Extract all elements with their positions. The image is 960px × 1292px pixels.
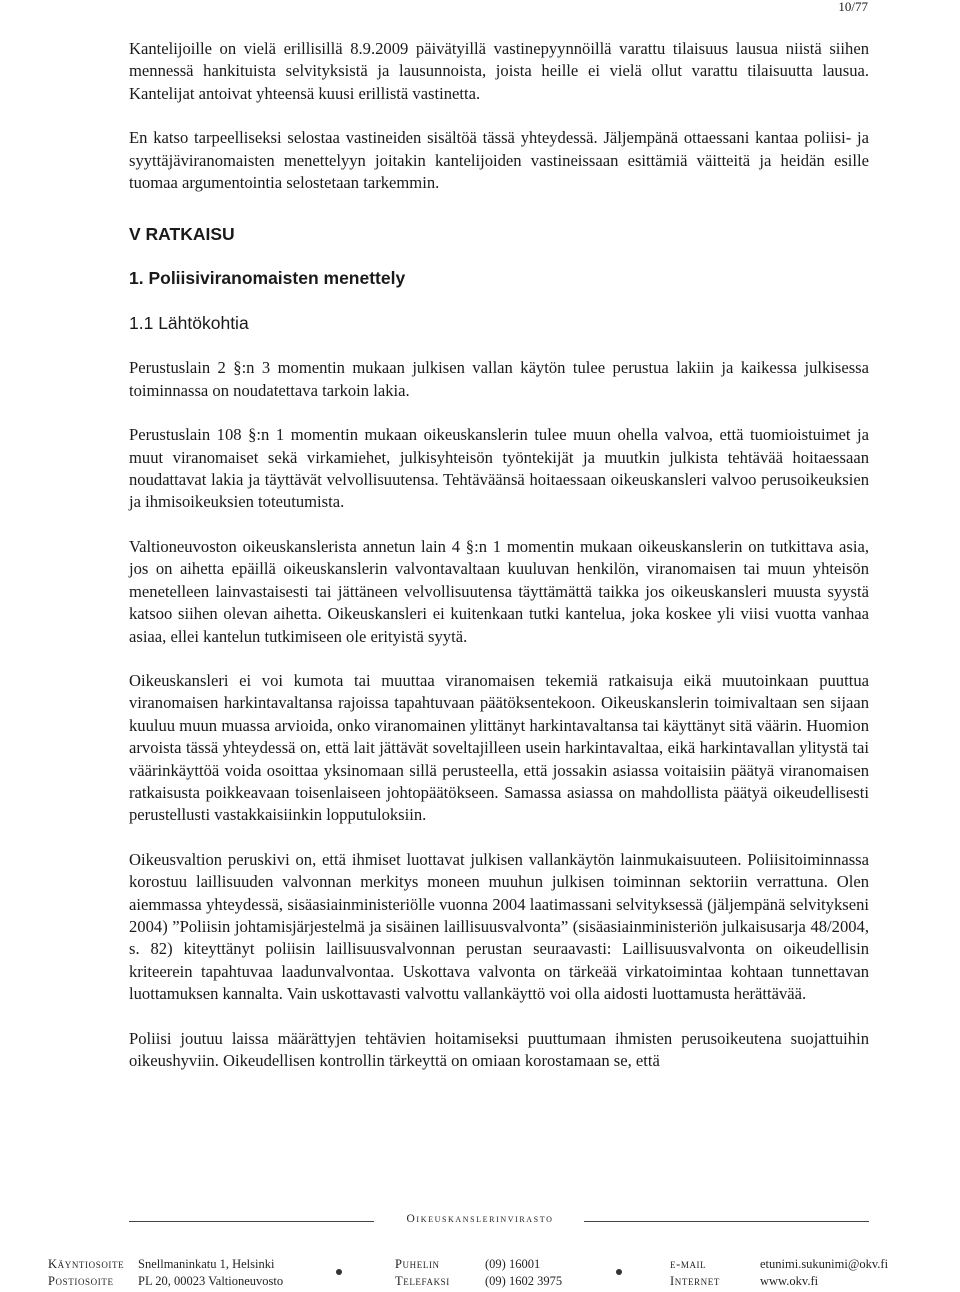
footer-rule-right	[584, 1221, 869, 1222]
paragraph-response-opportunity: Kantelijoille on vielä erillisillä 8.9.2009 päivätyillä vastinepyynnöillä varattu tilaisuus lausua niistä siihen mennessä hankituista selvityksistä ja lausunnoista, joista heille ei vielä ollut varattu tilaisuutta lausua. Kantelijat antoivat yhteensä kuusi erillistä vastinetta.	[129, 39, 869, 103]
section-heading-decision: V RATKAISU	[129, 224, 235, 245]
subsection-heading-starting-points: 1.1 Lähtökohtia	[129, 313, 249, 334]
footer-visit-label: Käyntiosoite	[48, 1257, 125, 1271]
footer-email-address[interactable]: etunimi.sukunimi@okv.fi	[760, 1257, 889, 1271]
paragraph-responses-summary: En katso tarpeelliseksi selostaa vastineiden sisältöä tässä yhteydessä. Jäljempänä ottaessani kantaa poliisi- ja syyttäjäviranomaisten menettelyyn joitakin kantelijoiden vastineissaan esittämiä väitteitä ja heidän esille tuomaa argumentointia selostetaan tarkemmin.	[129, 128, 869, 193]
footer-post-label: Postiosoite	[48, 1274, 114, 1288]
page-number: 10/77	[838, 0, 868, 14]
document-body	[129, 38, 869, 1072]
paragraph-discretion: Oikeuskansleri ei voi kumota tai muuttaa viranomaisen tekemiä ratkaisuja eikä muutoinkaan puuttua viranomaisen harkintavaltansa rajoissa tapahtuvaan päätöksentekoon. Oikeuskanslerin toimivaltaan sen sijaan kuuluu muun muassa arvioida, onko viranomainen ylittänyt harkintavaltansa tai käyttänyt sitä väärin. Huomion arvoista tässä yhteydessä on, että lait jättävät soveltajilleen usein harkintavaltaa, eikä harkintavallan ylitystä tai väärinkäyttöä voida osoittaa yksinomaan sillä perusteella, että jossakin asiassa voitaisiin päätyä viranomaisen ratkaisusta poikkeavaan toisenlaiseen johtopäätökseen. Samassa asiassa on mahdollista päätyä oikeudellisesti perustellusti vastakkaisiinkin lopputuloksiin.	[129, 670, 869, 825]
footer-visit-address: Snellmaninkatu 1, Helsinki	[138, 1257, 275, 1271]
section-heading-police-conduct: 1. Poliisiviranomaisten menettely	[129, 268, 406, 289]
footer-rule-left	[129, 1221, 374, 1222]
footer-fax-number: (09) 1602 3975	[485, 1274, 563, 1288]
paragraph-constitution-2: Perustuslain 2 §:n 3 momentin mukaan julkisen vallan käytön tulee perustua lakiin ja kaikessa julkisessa toiminnassa on noudatettava tarkoin lakia.	[129, 358, 869, 400]
footer-separator-dot	[336, 1269, 342, 1275]
footer-phone-label: Puhelin	[395, 1257, 440, 1271]
paragraph-chancellor-act: Valtioneuvoston oikeuskanslerista annetun lain 4 §:n 1 momentin mukaan oikeuskanslerin on tutkittava asia, jos on aihetta epäillä oikeuskanslerin valvontavaltaan kuuluvan henkilön, viranomaisen tai muun yhteisön menetelleen lainvastaisesti tai jättäneen velvollisuutensa täyttämättä taikka jos oikeuskansleri muusta syystä katsoo siihen olevan aihetta. Oikeuskansleri ei kuitenkaan tutki kantelua, joka koskee yli viisi vuotta vanhaa asiaa, ellei kantelun tutkimiseen ole erityistä syytä.	[129, 536, 869, 646]
paragraph-police-intervention: Poliisi joutuu laissa määrättyjen tehtävien hoitamiseksi puuttumaan ihmisten perusoikeutena suojattuihin oikeushyviin. Oikeudellisen kontrollin tärkeyttä on omiaan korostamaan se, että	[129, 1028, 869, 1070]
footer-separator-dot	[616, 1269, 622, 1275]
footer-fax-label: Telefaksi	[395, 1274, 450, 1288]
footer-post-address: PL 20, 00023 Valtioneuvosto	[138, 1274, 284, 1288]
footer-email-label: e-mail	[670, 1257, 707, 1271]
footer-web-label: Internet	[670, 1274, 720, 1288]
footer-organization-name: Oikeuskanslerinvirasto	[406, 1213, 554, 1225]
paragraph-rule-of-law: Oikeusvaltion peruskivi on, että ihmiset luottavat julkisen vallankäytön lainmukaisuuteen. Poliisitoiminnassa korostuu laillisuuden valvonnan merkitys moneen muuhun julkisen toiminnan sektoriin verrattuna. Olen aiemmassa yhteydessä, sisäasiainministeriölle vuonna 2004 laatimassani selvityksessä (jäljempänä selvitykseni 2004) ”Poliisin johtamisjärjestelmä ja sisäinen laillisuusvalvonta” (sisäasiainministeriön julkaisusarja 48/2004, s. 82) kiteyttänyt poliisin laillisuusvalvonnan perustan seuraavasti: Laillisuusvalvonta on oikeudellisin kriteerein tapahtuvaa laadunvalvontaa. Uskottava valvonta on tärkeää virkatoimintaa kohtaan tunnettavan luottamuksen kannalta. Vain uskottavasti valvottu vallankäyttö voi olla aidosti luottamusta herättävää.	[129, 849, 869, 1004]
footer-contact-info	[48, 1256, 908, 1292]
footer-web-address[interactable]: www.okv.fi	[760, 1274, 819, 1288]
footer-phone-number: (09) 16001	[485, 1257, 541, 1271]
paragraph-constitution-108: Perustuslain 108 §:n 1 momentin mukaan oikeuskanslerin tulee muun ohella valvoa, että tuomioistuimet ja muut viranomaiset sekä virkamiehet, julkisyhteisön työntekijät ja muutkin julkista tehtävää hoitaessaan noudattavat lakia ja täyttävät velvollisuutensa. Tehtäväänsä hoitaessaan oikeuskansleri valvoo perusoikeuksien ja ihmisoikeuksien toteutumista.	[129, 425, 869, 512]
